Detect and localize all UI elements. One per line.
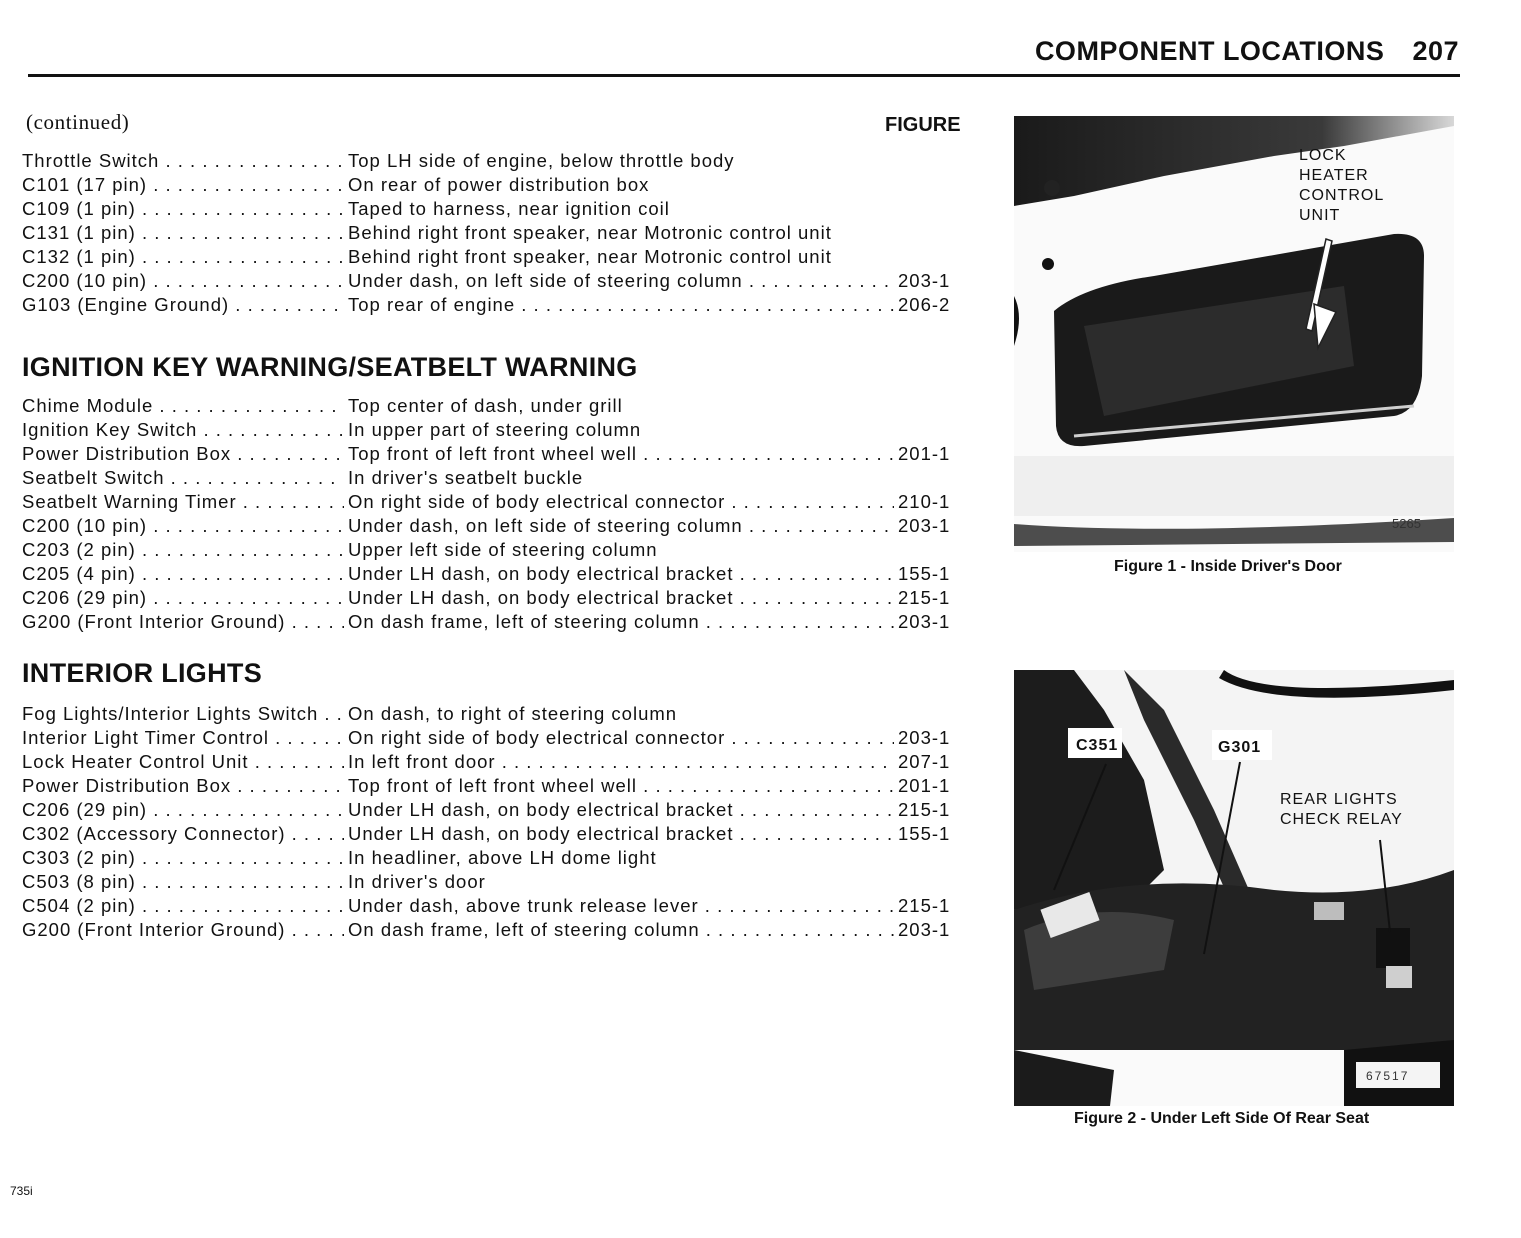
table-row	[22, 823, 962, 847]
table-row	[22, 150, 962, 174]
component-location: Under dash, on left side of steering column . . .	[348, 270, 894, 292]
component-location: Top LH side of engine, below throttle body	[348, 150, 894, 172]
figure2-caption: Figure 2 - Under Left Side Of Rear Seat	[1074, 1110, 1370, 1127]
section1-table	[22, 150, 962, 318]
component-location: Under LH dash, on body electrical bracket . . .	[348, 799, 894, 821]
figure-reference: 203-1	[898, 727, 951, 748]
component-name: C131 (1 pin) . . .	[22, 222, 344, 244]
figure-reference: 215-1	[898, 895, 951, 916]
component-name: C132 (1 pin) . . .	[22, 246, 344, 268]
component-location: Top front of left front wheel well . . .	[348, 443, 894, 465]
section3-title: INTERIOR LIGHTS	[22, 658, 262, 688]
continued-label: (continued)	[26, 110, 130, 134]
table-row	[22, 775, 962, 799]
footer-model: 735i	[10, 1184, 33, 1198]
figure-reference: 215-1	[898, 587, 951, 608]
table-row	[22, 751, 962, 775]
component-location: Under LH dash, on body electrical bracket . . .	[348, 563, 894, 585]
component-name: Seatbelt Switch . . .	[22, 467, 344, 489]
component-name: C205 (4 pin) . . .	[22, 563, 344, 585]
component-location: On dash, to right of steering column	[348, 703, 894, 725]
figure1-photo-number: 5265	[1392, 516, 1421, 531]
component-location: Behind right front speaker, near Motronic control unit	[348, 222, 894, 244]
component-name: C101 (17 pin) . . .	[22, 174, 344, 196]
component-name: C303 (2 pin) . . .	[22, 847, 344, 869]
component-name: G103 (Engine Ground) . . .	[22, 294, 344, 316]
table-row	[22, 294, 962, 318]
figure-reference: 207-1	[898, 751, 951, 772]
figure1-photo	[1014, 116, 1454, 552]
figure-reference: 215-1	[898, 799, 951, 820]
component-name: G200 (Front Interior Ground) . . .	[22, 919, 344, 941]
component-location: In driver's seatbelt buckle	[348, 467, 894, 489]
component-location: On right side of body electrical connector . . .	[348, 727, 894, 749]
component-location: Top front of left front wheel well . . .	[348, 775, 894, 797]
figure2-label-c351: C351	[1076, 737, 1119, 754]
figure-reference: 206-2	[898, 294, 951, 315]
table-row	[22, 895, 962, 919]
table-row	[22, 515, 962, 539]
section3-table	[22, 703, 962, 943]
component-name: Interior Light Timer Control . . .	[22, 727, 344, 749]
component-name: Seatbelt Warning Timer . . .	[22, 491, 344, 513]
table-row	[22, 443, 962, 467]
component-name: C302 (Accessory Connector) . . .	[22, 823, 344, 845]
figure2-label-g301: G301	[1218, 739, 1262, 756]
component-location: In left front door . . .	[348, 751, 894, 773]
component-location: Under LH dash, on body electrical bracket . . .	[348, 587, 894, 609]
figure2-photo-number: 67517	[1366, 1069, 1410, 1083]
figure-reference: 155-1	[898, 823, 951, 844]
component-name: G200 (Front Interior Ground) . . .	[22, 611, 344, 633]
header-divider	[28, 74, 1460, 77]
section2-title: IGNITION KEY WARNING/SEATBELT WARNING	[22, 352, 638, 382]
figure1-callout-line-4: UNIT	[1299, 207, 1341, 224]
table-row	[22, 563, 962, 587]
table-row	[22, 919, 962, 943]
table-row	[22, 270, 962, 294]
component-name: Power Distribution Box . . .	[22, 443, 344, 465]
component-location: Behind right front speaker, near Motronic control unit	[348, 246, 894, 268]
component-location: On dash frame, left of steering column . . .	[348, 611, 894, 633]
component-name: Ignition Key Switch . . .	[22, 419, 344, 441]
component-name: C200 (10 pin) . . .	[22, 270, 344, 292]
figure1-callout-line-3: CONTROL	[1299, 187, 1385, 204]
table-row	[22, 395, 962, 419]
table-row	[22, 467, 962, 491]
figure1-callout-line-2: HEATER	[1299, 167, 1369, 184]
component-name: C203 (2 pin) . . .	[22, 539, 344, 561]
table-row	[22, 799, 962, 823]
component-name: C200 (10 pin) . . .	[22, 515, 344, 537]
figure-reference: 203-1	[898, 515, 951, 536]
table-row	[22, 419, 962, 443]
figure-column-header: FIGURE	[885, 114, 961, 136]
table-row	[22, 222, 962, 246]
component-location: On right side of body electrical connector . . .	[348, 491, 894, 513]
table-row	[22, 539, 962, 563]
component-location: On rear of power distribution box	[348, 174, 894, 196]
component-location: Upper left side of steering column	[348, 539, 894, 561]
figure-reference: 203-1	[898, 919, 951, 940]
section2-table	[22, 395, 962, 635]
component-name: Chime Module . . .	[22, 395, 344, 417]
page-header	[1035, 36, 1459, 67]
component-location: On dash frame, left of steering column . . .	[348, 919, 894, 941]
figure2-photo	[1014, 670, 1454, 1106]
figure-reference: 210-1	[898, 491, 951, 512]
figure-reference: 201-1	[898, 775, 951, 796]
component-location: Under LH dash, on body electrical bracket . . .	[348, 823, 894, 845]
component-name: C109 (1 pin) . . .	[22, 198, 344, 220]
table-row	[22, 246, 962, 270]
table-row	[22, 727, 962, 751]
component-location: Top rear of engine . . .	[348, 294, 894, 316]
component-location: Under dash, above trunk release lever . . .	[348, 895, 894, 917]
component-name: Power Distribution Box . . .	[22, 775, 344, 797]
component-location: In driver's door	[348, 871, 894, 893]
figure-reference: 201-1	[898, 443, 951, 464]
component-location: In upper part of steering column	[348, 419, 894, 441]
table-row	[22, 198, 962, 222]
component-name: C206 (29 pin) . . .	[22, 799, 344, 821]
table-row	[22, 174, 962, 198]
component-name: C206 (29 pin) . . .	[22, 587, 344, 609]
table-row	[22, 491, 962, 515]
figure2-callout-line-1: REAR LIGHTS	[1280, 791, 1398, 808]
table-row	[22, 847, 962, 871]
component-name: Lock Heater Control Unit . . .	[22, 751, 344, 773]
figure-reference: 203-1	[898, 270, 951, 291]
component-name: C504 (2 pin) . . .	[22, 895, 344, 917]
figure-reference: 155-1	[898, 563, 951, 584]
figure1-caption: Figure 1 - Inside Driver's Door	[1114, 558, 1342, 575]
component-location: In headliner, above LH dome light	[348, 847, 894, 869]
component-location: Top center of dash, under grill	[348, 395, 894, 417]
page-number: 207	[1412, 36, 1459, 66]
header-title: COMPONENT LOCATIONS	[1034, 36, 1385, 66]
component-location: Under dash, on left side of steering column . . .	[348, 515, 894, 537]
component-name: Fog Lights/Interior Lights Switch . . .	[22, 703, 344, 725]
table-row	[22, 587, 962, 611]
table-row	[22, 871, 962, 895]
table-row	[22, 703, 962, 727]
component-name: Throttle Switch . . .	[22, 150, 344, 172]
component-name: C503 (8 pin) . . .	[22, 871, 344, 893]
component-location: Taped to harness, near ignition coil	[348, 198, 894, 220]
figure1-callout-line-1: LOCK	[1299, 147, 1347, 164]
figure-reference: 203-1	[898, 611, 951, 632]
figure2-callout-line-2: CHECK RELAY	[1280, 811, 1403, 828]
table-row	[22, 611, 962, 635]
